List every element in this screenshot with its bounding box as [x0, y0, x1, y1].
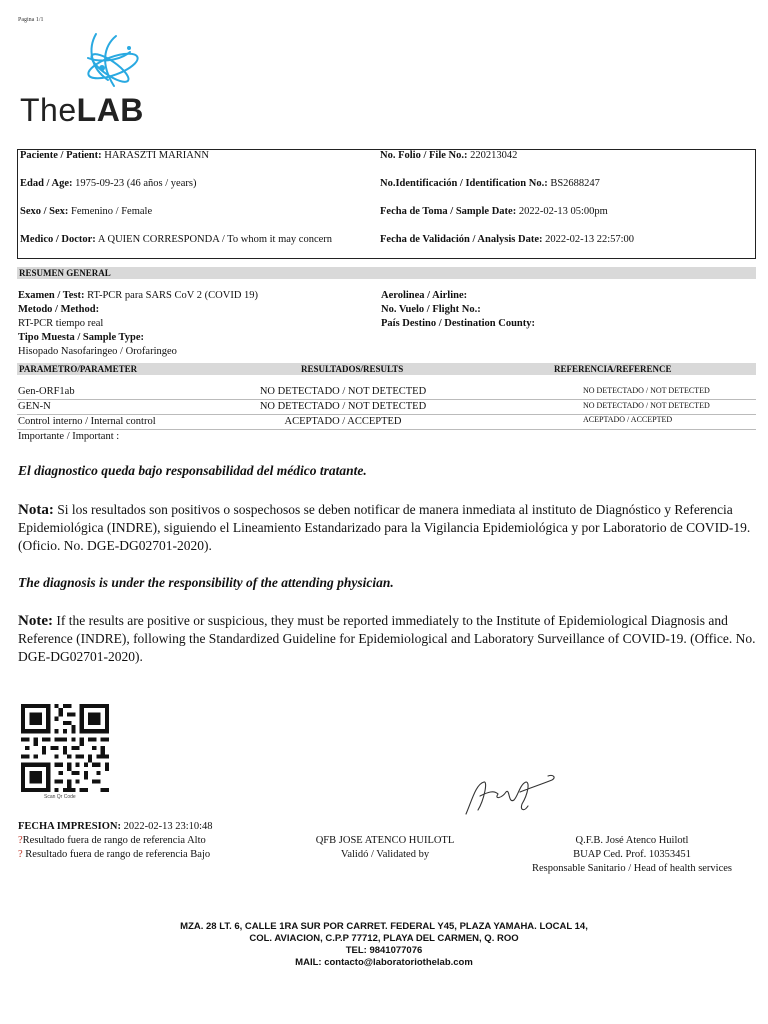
legend-high-text: Resultado fuera de rango de referencia Alto — [22, 835, 206, 846]
sex-value: Femenino / Female — [71, 206, 153, 217]
qr-code-icon[interactable] — [18, 704, 112, 792]
results-header: RESULTADOS/RESULTS — [301, 364, 404, 374]
sample-type-value: Hisopado Nasofaringeo / Orofaringeo — [18, 346, 177, 357]
age-label: Edad / Age: — [20, 178, 73, 189]
analysis-date-label: Fecha de Validación / Analysis Date: — [380, 234, 543, 245]
result-row-1-result: NO DETECTADO / NOT DETECTED — [259, 386, 427, 397]
identification-value: BS2688247 — [550, 178, 600, 189]
sample-date-row — [380, 206, 608, 217]
parameter-header: PARAMETRO/PARAMETER — [19, 364, 138, 374]
important-label: Importante / Important : — [18, 431, 120, 442]
result-row-2-reference: NO DETECTADO / NOT DETECTED — [583, 401, 710, 410]
method-label: Metodo / Method: — [18, 304, 100, 315]
print-date-label: FECHA IMPRESION: — [18, 821, 121, 832]
result-row-1-parameter: Gen-ORF1ab — [18, 386, 75, 397]
sample-date-label: Fecha de Toma / Sample Date: — [380, 206, 517, 217]
legend-high — [18, 835, 206, 846]
address-line-1: MZA. 28 LT. 6, CALLE 1RA SUR POR CARRET. FEDERAL Y45, PLAZA YAMAHA. LOCAL 14, — [180, 921, 588, 932]
signature-icon — [458, 770, 558, 820]
result-row-2-result: NO DETECTADO / NOT DETECTED — [259, 401, 427, 412]
result-row-2-parameter: GEN-N — [18, 401, 51, 412]
summary-header: RESUMEN GENERAL — [19, 268, 111, 278]
analysis-date-value: 2022-02-13 22:57:00 — [545, 234, 635, 245]
patient-info-box — [17, 149, 756, 259]
reference-header: REFERENCIA/REFERENCE — [554, 364, 672, 374]
row-divider — [17, 429, 756, 430]
method-value: RT-PCR tiempo real — [18, 318, 104, 329]
nota-label: Nota: — [18, 502, 54, 518]
test-row — [18, 290, 258, 301]
low-mark-icon: ? — [18, 849, 23, 860]
test-value: RT-PCR para SARS CoV 2 (COVID 19) — [87, 290, 259, 301]
note-text: If the results are positive or suspicious, they must be reported immediately to the Institute of Epidemiological Diagnosis and Reference (INDRE), following the Standardized Guideline for Epidemiological and Laboratory Surveillance of COVID-19. (Office. No. DGE-DG02701-2020). — [18, 613, 756, 664]
logo-text-lab: LAB — [76, 92, 144, 128]
sample-date-value: 2022-02-13 05:00pm — [518, 206, 608, 217]
analysis-date-row — [380, 234, 634, 245]
result-row-3-reference: ACEPTADO / ACCEPTED — [583, 415, 673, 424]
results-header-bar — [17, 363, 756, 375]
patient-value: HARASZTI MARIANN — [104, 150, 209, 161]
doctor-value: A QUIEN CORRESPONDA / To whom it may concern — [97, 234, 333, 245]
doctor-row — [20, 234, 332, 245]
identification-row — [380, 178, 600, 189]
legend-low — [18, 849, 210, 860]
responsible-license: BUAP Ced. Prof. 10353451 — [573, 849, 691, 860]
sample-type-label: Tipo Muesta / Sample Type: — [18, 332, 145, 343]
airline-label: Aerolinea / Airline: — [381, 290, 468, 301]
destination-label: País Destino / Destination County: — [381, 318, 536, 329]
nota-paragraph — [18, 501, 758, 555]
logo-text-the: The — [20, 92, 77, 128]
note-label: Note: — [18, 613, 53, 629]
note-paragraph — [18, 612, 758, 666]
test-label: Examen / Test: — [18, 290, 85, 301]
file-no-value: 220213042 — [470, 150, 518, 161]
row-divider — [17, 399, 756, 400]
file-no-row — [380, 150, 517, 161]
identification-label: No.Identificación / Identification No.: — [380, 178, 548, 189]
result-row-3-result: ACEPTADO / ACCEPTED — [284, 416, 402, 427]
sex-row — [20, 206, 152, 217]
result-row-3-parameter: Control interno / Internal control — [18, 416, 156, 427]
responsible-name: Q.F.B. José Atenco Huilotl — [575, 835, 689, 846]
nota-text: Si los resultados son positivos o sospechosos se deben notificar de manera inmediata al instituto de Diagnóstico y Referencia Epidemiológica (INDRE), siguiendo el Lineamiento Estandarizado para la Vigilancia Epidemiológica y por Laboratorio de COVID-19. (Oficio. No. DGE-DG02701-2020). — [18, 502, 751, 553]
print-date-row — [18, 821, 213, 832]
address-block — [0, 921, 768, 969]
patient-label: Paciente / Patient: — [20, 150, 102, 161]
legend-low-text: Resultado fuera de rango de referencia Bajo — [25, 849, 211, 860]
qr-caption: Scan Qr Code — [44, 794, 76, 800]
patient-name-row — [20, 150, 209, 161]
result-row-1-reference: NO DETECTADO / NOT DETECTED — [583, 386, 710, 395]
page-number-label: Pagina 1/1 — [18, 17, 44, 23]
responsible-role: Responsable Sanitario / Head of health services — [531, 863, 733, 874]
summary-header-bar — [17, 267, 756, 279]
flight-label: No. Vuelo / Flight No.: — [381, 304, 481, 315]
print-date-value: 2022-02-13 23:10:48 — [123, 821, 213, 832]
diagnosis-note-es: El diagnostico queda bajo responsabilidad del médico tratante. — [18, 463, 367, 478]
address-email[interactable]: MAIL: contacto@laboratoriothelab.com — [295, 957, 473, 968]
address-line-2: COL. AVIACION, C.P.P 77712, PLAYA DEL CARMEN, Q. ROO — [249, 933, 519, 944]
doctor-label: Medico / Doctor: — [20, 234, 96, 245]
diagnosis-note-en: The diagnosis is under the responsibility of the attending physician. — [18, 575, 394, 590]
logo-wordmark — [20, 92, 144, 129]
validator-name: QFB JOSE ATENCO HUILOTL — [315, 835, 455, 846]
validator-role: Validó / Validated by — [340, 849, 430, 860]
age-row — [20, 178, 196, 189]
high-mark-icon: ? — [18, 835, 23, 846]
age-value: 1975-09-23 (46 años / years) — [75, 178, 197, 189]
address-phone: TEL: 9841077076 — [345, 945, 423, 956]
file-no-label: No. Folio / File No.: — [380, 150, 468, 161]
sex-label: Sexo / Sex: — [20, 206, 69, 217]
